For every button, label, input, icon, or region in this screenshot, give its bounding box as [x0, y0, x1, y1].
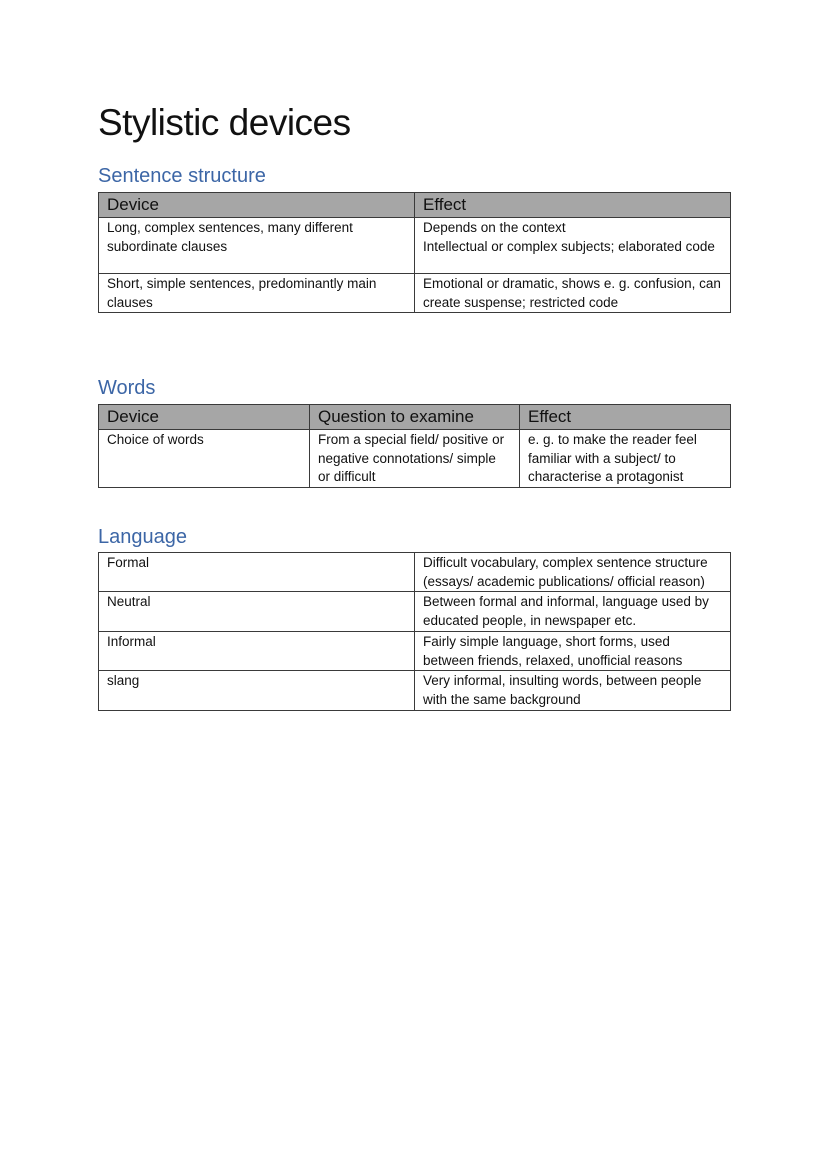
table-header-row	[99, 405, 731, 430]
section-heading-language: Language	[98, 526, 187, 548]
words-table	[98, 404, 731, 488]
effect-line: Depends on the context	[423, 220, 566, 235]
table-row	[99, 631, 731, 670]
column-header-question: Question to examine	[310, 405, 520, 430]
table-row	[99, 671, 731, 710]
language-table	[98, 552, 731, 711]
column-header-effect: Effect	[415, 193, 731, 218]
column-header-device: Device	[99, 193, 415, 218]
question-cell: From a special field/ positive or negative connotations/ simple or difficult	[310, 430, 520, 488]
page-title: Stylistic devices	[98, 102, 351, 143]
table-row	[99, 592, 731, 631]
table-header-row	[99, 193, 731, 218]
effect-line: Intellectual or complex subjects; elaborated code	[423, 238, 715, 254]
section-heading-sentence-structure: Sentence structure	[98, 165, 266, 187]
register-cell: Neutral	[99, 592, 415, 631]
device-cell: Long, complex sentences, many different subordinate clauses	[99, 218, 415, 274]
register-cell: Formal	[99, 553, 415, 592]
description-cell: Fairly simple language, short forms, used between friends, relaxed, unofficial reasons	[415, 631, 731, 670]
effect-cell: e. g. to make the reader feel familiar with a subject/ to characterise a protagonist	[520, 430, 731, 488]
description-cell: Between formal and informal, language used by educated people, in newspaper etc.	[415, 592, 731, 631]
effect-cell	[415, 218, 731, 274]
section-heading-words: Words	[98, 377, 156, 399]
register-cell: slang	[99, 671, 415, 710]
table-row	[99, 553, 731, 592]
table-row	[99, 430, 731, 488]
column-header-effect: Effect	[520, 405, 731, 430]
device-cell: Short, simple sentences, predominantly main clauses	[99, 274, 415, 313]
description-cell: Difficult vocabulary, complex sentence structure (essays/ academic publications/ official reason)	[415, 553, 731, 592]
table-row	[99, 218, 731, 274]
effect-cell: Emotional or dramatic, shows e. g. confusion, can create suspense; restricted code	[415, 274, 731, 313]
table-row	[99, 274, 731, 313]
description-cell: Very informal, insulting words, between people with the same background	[415, 671, 731, 710]
column-header-device: Device	[99, 405, 310, 430]
register-cell: Informal	[99, 631, 415, 670]
device-cell: Choice of words	[99, 430, 310, 488]
sentence-structure-table	[98, 192, 731, 313]
